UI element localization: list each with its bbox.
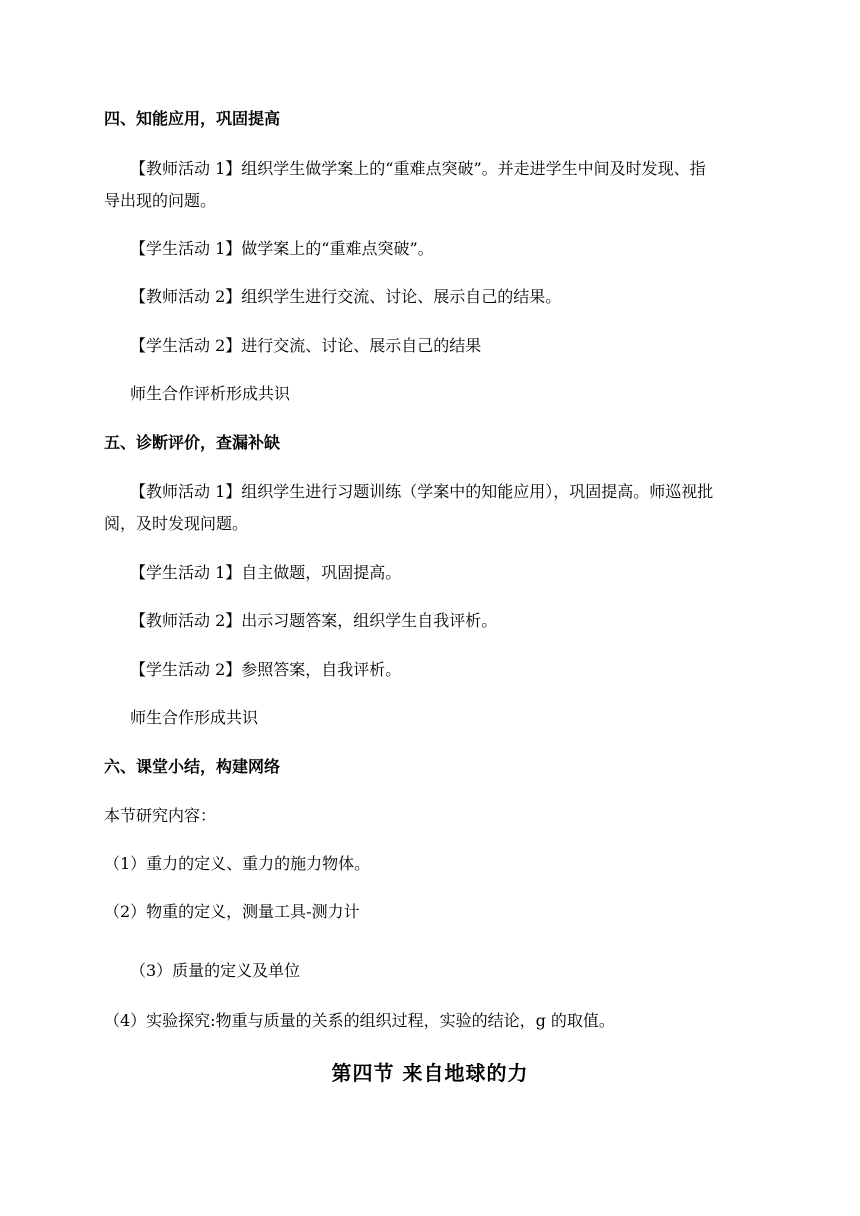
consensus-note: 师生合作评析形成共识 — [130, 384, 291, 403]
student-activity-1: 【学生活动 1】做学案上的“重难点突破”。 — [130, 239, 434, 258]
teacher-activity-2: 【教师活动 2】出示习题答案，组织学生自我评析。 — [130, 611, 498, 630]
student-activity-2: 【学生活动 2】参照答案，自我评析。 — [130, 660, 402, 679]
section-heading-6: 六、课堂小结，构建网络 — [104, 757, 281, 776]
teacher-activity-1-line-1: 【教师活动 1】组织学生进行习题训练（学案中的知能应用），巩固提高。师巡视批 — [130, 482, 714, 501]
summary-intro: 本节研究内容： — [104, 806, 217, 825]
student-activity-1: 【学生活动 1】自主做题，巩固提高。 — [130, 563, 402, 582]
section-heading-4: 四、知能应用，巩固提高 — [104, 109, 281, 128]
teacher-activity-1-line-2: 导出现的问题。 — [104, 191, 217, 210]
teacher-activity-2: 【教师活动 2】组织学生进行交流、讨论、展示自己的结果。 — [130, 287, 562, 306]
teacher-activity-1-line-1: 【教师活动 1】组织学生做学案上的“重难点突破”。并走进学生中间及时发现、指 — [130, 159, 706, 178]
summary-item: （4）实验探究:物重与质量的关系的组织过程，实验的结论，g 的取值。 — [104, 1011, 615, 1030]
section-heading-5: 五、诊断评价，查漏补缺 — [104, 433, 281, 452]
student-activity-2: 【学生活动 2】进行交流、讨论、展示自己的结果 — [130, 336, 482, 355]
summary-item: （2）物重的定义，测量工具-测力计 — [104, 902, 360, 921]
summary-item: （3）质量的定义及单位 — [130, 961, 301, 980]
summary-item: （1）重力的定义、重力的施力物体。 — [104, 854, 371, 873]
section-title: 第四节 来自地球的力 — [331, 1061, 529, 1085]
consensus-note: 师生合作形成共识 — [130, 708, 259, 727]
teacher-activity-1-line-2: 阅，及时发现问题。 — [104, 514, 249, 533]
